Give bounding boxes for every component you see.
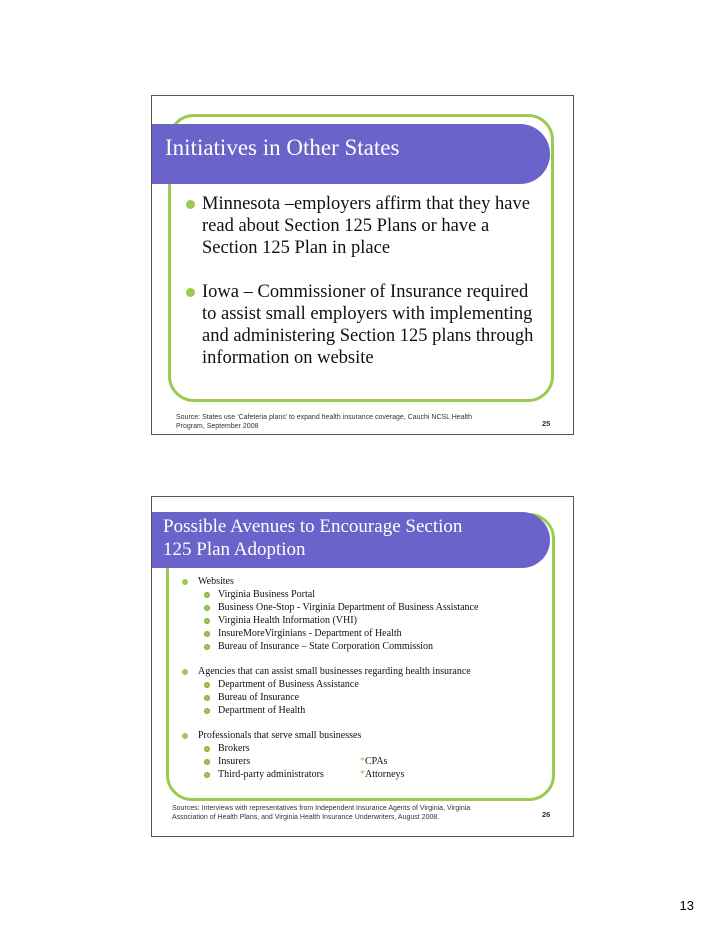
bullet-dot-icon: [182, 669, 188, 675]
source-citation: Sources: Interviews with representatives from Independent Insurance Agents of Virginia, Virginia Association of Health Plans, and Virginia Health Insurance Underwriters, August 2008.: [172, 805, 471, 821]
slide-25: [151, 95, 574, 435]
bullet-list: [186, 193, 556, 369]
list-item: Bureau of Insurance – State Corporation Commission: [200, 640, 560, 653]
extra-item-cpas: *CPAs: [360, 756, 388, 767]
group-agencies: [180, 665, 560, 717]
sub-bullet-icon: [204, 759, 210, 765]
bullet-dot-icon: [186, 200, 195, 209]
list-item: Business One-Stop - Virginia Department of Business Assistance: [200, 601, 560, 614]
sub-bullet-icon: [204, 695, 210, 701]
slide-number: 26: [542, 810, 551, 819]
group-label: Professionals that serve small businesses: [198, 730, 362, 741]
sub-bullet-icon: [204, 631, 210, 637]
list-item: Virginia Business Portal: [200, 588, 560, 601]
list-item: Bureau of Insurance: [200, 691, 560, 704]
sub-bullet-icon: [204, 746, 210, 752]
bullet-iowa: Iowa – Commissioner of Insurance required to assist small employers with implementing and administering Section 125 plans through information on website: [186, 281, 556, 369]
sub-bullet-icon: [204, 592, 210, 598]
group-label: Websites: [198, 576, 234, 587]
page-number: 13: [679, 898, 694, 913]
bullet-dot-icon: [182, 579, 188, 585]
list-item: Virginia Health Information (VHI): [200, 614, 560, 627]
list-item: Department of Health: [200, 704, 560, 717]
asterisk-icon: *: [360, 756, 365, 767]
list-item: Third-party administrators *Attorneys: [200, 768, 560, 781]
sub-bullet-icon: [204, 644, 210, 650]
slide-title-line-2: 125 Plan Adoption: [163, 539, 306, 560]
bullet-minnesota: Minnesota –employers affirm that they have read about Section 125 Plans or have a Section 125 Plan in place: [186, 193, 556, 259]
asterisk-icon: *: [360, 769, 365, 780]
slide-title-bar: [152, 512, 550, 568]
extra-item-attorneys: *Attorneys: [360, 769, 405, 780]
bullet-dot-icon: [186, 288, 195, 297]
slide-number: 25: [542, 419, 551, 428]
list-item: InsureMoreVirginians - Department of Health: [200, 627, 560, 640]
list-item: Insurers *CPAs: [200, 755, 560, 768]
content-list: [180, 575, 560, 781]
sub-bullet-icon: [204, 605, 210, 611]
slide-title-line-1: Possible Avenues to Encourage Section: [163, 516, 463, 537]
list-item: Department of Business Assistance: [200, 678, 560, 691]
group-professionals: [180, 729, 560, 781]
group-label: Agencies that can assist small businesses regarding health insurance: [198, 666, 471, 677]
bullet-dot-icon: [182, 733, 188, 739]
slide-title-bar: [152, 124, 550, 184]
sub-bullet-icon: [204, 772, 210, 778]
slide-title: Initiatives in Other States: [165, 135, 400, 160]
sub-bullet-icon: [204, 618, 210, 624]
sub-bullet-icon: [204, 682, 210, 688]
group-websites: [180, 575, 560, 653]
slide-26: [151, 496, 574, 837]
list-item: Brokers: [200, 742, 560, 755]
sub-bullet-icon: [204, 708, 210, 714]
source-citation: Source: States use ‘Cafeteria plans’ to expand health insurance coverage, Cauchi NCSL Health Program, September 2008: [176, 414, 472, 430]
